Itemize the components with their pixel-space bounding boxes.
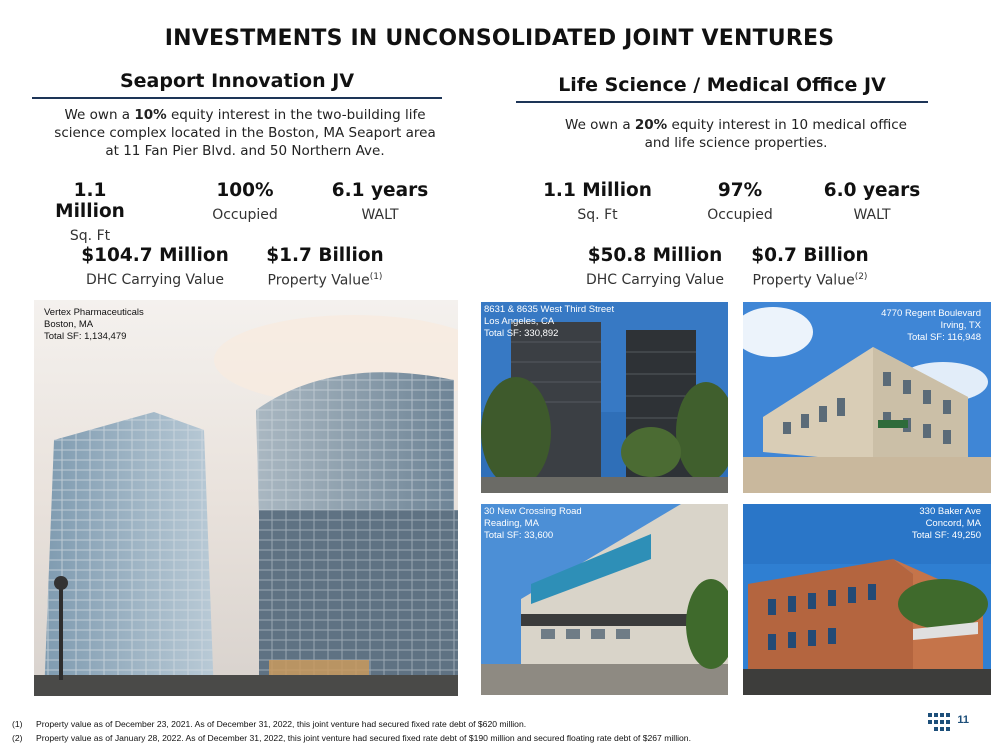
lifescience-stat-occupied [690,180,790,223]
stat-label: DHC Carrying Value [86,272,224,288]
lifescience-property-value [745,245,875,289]
reading-building-photo [481,504,728,695]
reading-photo-caption [484,506,582,542]
seaport-desc-post: equity interest in the two-building life science complex located in the Boston, MA Seaport area at 11 Fan Pier Blvd. and 50 Northern Ave. [54,107,436,159]
property-label-text: Property Value [752,272,855,289]
stat-value: 97% [717,180,763,201]
stat-value: $50.8 Million [587,245,723,266]
page-number: 11 [957,714,969,726]
caption-line: Total SF: 33,600 [484,530,554,541]
footnote-text: Property value as of January 28, 2022. As of December 31, 2022, this joint venture had secured fixed rate debt of $190 million and secured floating rate debt of $267 million. [36,733,691,743]
stat-value: $0.7 Billion [751,245,869,266]
page-title: INVESTMENTS IN UNCONSOLIDATED JOINT VENTURES [164,26,835,51]
stat-label: WALT [853,207,891,223]
stat-value: 6.0 years [823,180,921,201]
caption-line: 8631 & 8635 West Third Street [484,304,615,315]
los-angeles-building-photo [481,302,728,493]
footnote-ref: (1) [369,272,383,282]
footnote-2 [12,733,691,743]
caption-line: Total SF: 1,134,479 [44,331,127,342]
stat-label: Sq. Ft [69,228,111,244]
concord-building-photo [743,504,991,695]
stat-value: 1.1 Million [55,180,125,222]
caption-line: Total SF: 49,250 [911,530,981,541]
stat-label: WALT [361,207,399,223]
seaport-stat-walt [320,180,440,223]
stat-value: 6.1 years [331,180,429,201]
caption-line: Boston, MA [44,319,94,330]
stat-value: $104.7 Million [81,245,229,266]
caption-line: Reading, MA [484,518,539,529]
la-photo-caption [484,304,614,340]
seaport-heading [32,70,442,99]
seaport-carrying-value [75,245,235,288]
footnote-1 [12,719,526,729]
stat-label: Sq. Ft [577,207,618,223]
lifescience-carrying-value [580,245,730,288]
footnote-ref: (2) [854,272,868,282]
footnote-number: (2) [12,733,23,743]
lifescience-heading [516,74,928,103]
lifescience-stat-sqft [535,180,660,223]
lifescience-desc-post: equity interest in 10 medical office and life science properties. [644,117,907,151]
caption-line: Irving, TX [940,320,981,331]
seaport-property-value [255,245,395,289]
seaport-heading-text: Seaport Innovation JV [119,70,355,92]
company-logo-icon [928,713,950,731]
caption-line: Concord, MA [925,518,981,529]
caption-line: Total SF: 116,948 [907,332,981,343]
stat-label [745,272,875,289]
caption-line: Vertex Pharmaceuticals [44,307,144,318]
stat-value: 1.1 Million [543,180,652,201]
stat-label: Occupied [707,207,773,223]
stat-label: DHC Carrying Value [586,272,724,288]
lifescience-desc-pct: 20% [634,117,668,133]
caption-line: 330 Baker Ave [919,506,981,517]
footnote-text: Property value as of December 23, 2021. As of December 31, 2022, this joint venture had secured fixed rate debt of $620 million. [36,719,527,729]
footnote-number: (1) [12,719,23,729]
seaport-desc-pre: We own a [64,107,135,123]
caption-line: Los Angeles, CA [484,316,555,327]
lifescience-heading-text: Life Science / Medical Office JV [558,74,886,96]
seaport-photo-caption [44,307,144,343]
stat-label [255,272,395,289]
stat-value: $1.7 Billion [266,245,384,266]
seaport-building-photo [34,300,458,696]
seaport-stat-occupied [195,180,295,223]
stat-label: Occupied [212,207,278,223]
caption-line: 30 New Crossing Road [484,506,582,517]
lifescience-stat-walt [812,180,932,223]
concord-photo-caption [912,506,981,542]
irving-photo-caption [881,308,981,344]
seaport-stat-sqft [40,180,140,244]
seaport-description [50,106,440,160]
irving-building-photo [743,302,991,493]
property-label-text: Property Value [267,272,370,289]
lifescience-desc-pre: We own a [565,117,635,133]
seaport-desc-pct: 10% [134,107,167,123]
caption-line: Total SF: 330,892 [484,328,559,339]
lifescience-description [556,116,916,152]
stat-value: 100% [216,180,274,201]
caption-line: 4770 Regent Boulevard [881,308,981,319]
